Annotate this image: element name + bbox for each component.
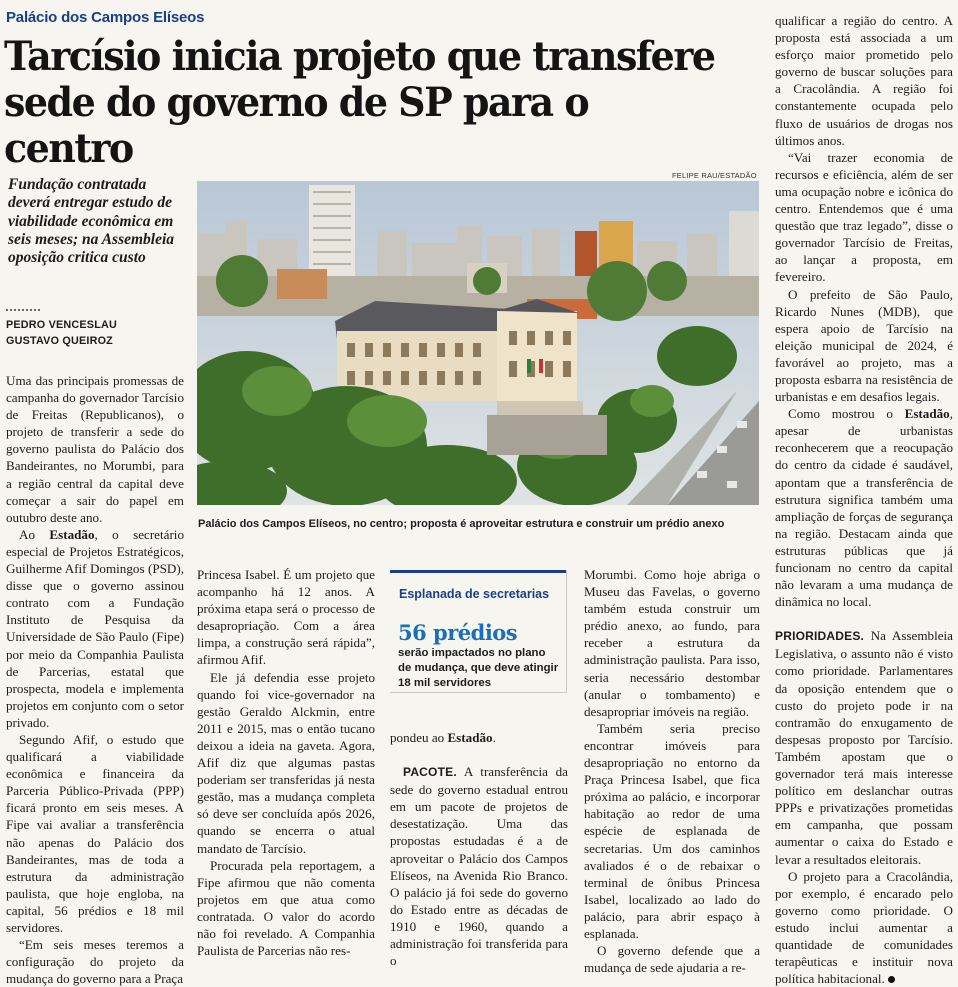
estadao-mention: Estadão [447,730,493,745]
section-label: Palácio dos Campos Elíseos [6,9,205,26]
paragraph: Morumbi. Como hoje abriga o Museu das Favelas, o governo também estuda construir um prédio anexo, ao fundo, para receber a estrutura da administração paulista. Para isso, seria necessário destombar (anular o tombamento) e desapropriar imóveis na região. [584,567,760,719]
highlight-box [390,570,567,693]
paragraph: Procurada pela reportagem, a Fipe afirmou que não comenta projetos em que atua como contratada. O valor do acordo não foi revelado. A Companhia Paulista de Parcerias não res- [197,857,375,959]
photo-credit: FELIPE RAU/ESTADÃO [672,171,757,180]
column-3 [390,729,568,969]
paragraph: “Vai trazer economia de recursos e eficiência, além de ser uma ocupação nobre e icônica do centro. Entendemos que é uma questão que traz legado”, disse o governador Tarcísio de Freitas, ao lançar a proposta, em fevereiro. [775,149,953,285]
photo-caption: Palácio dos Campos Elíseos, no centro; proposta é aproveitar estrutura e construir um prédio anexo [198,518,725,530]
paragraph: PACOTE. A transferência da sede do governo estadual entrou em um pacote de projetos de desestatização. Uma das propostas estudadas é a de aproveitar o Palácio dos Campos Elíseos, na Avenida Rio Branco. O palácio já foi sede do governo do Estado entre as décadas de 1910 e 1960, quando a administração foi transferida para o [390,764,568,969]
column-5 [775,12,953,987]
paragraph: PRIORIDADES. Na Assembleia Legislativa, o assunto não é visto como prioridade. Parlamentares da oposição entendem que o custo do projeto pode ir na contramão do enxugamento de despesas proposto por Tarcísio. Também apostam que o governador terá mais interesse político em deslanchar outras PPPs e privatizações prometidas em campanha, que possam aumentar o caixa do Estado e levar a resultados eleitorais. [775,628,953,867]
estadao-mention: Estadão [49,526,95,542]
column-1 [6,372,184,987]
paragraph: O prefeito de São Paulo, Ricardo Nunes (MDB), que espera apoio de Tarcísio na eleição municipal de 2024, é favorável ao projeto, mas a proposta esbarra na resistência de urbanistas e em desafios legais. [775,286,953,405]
paragraph: O projeto para a Cracolândia, por exemplo, é encarado pelo governo como prioridade. O estudo inclui aumentar a quantidade de comunidades terapêuticas e instituir nova política habitacional. [775,868,953,987]
byline [6,317,186,349]
paragraph: Como mostrou o Estadão, apesar de urbanistas reconhecerem que a reocupação do centro da cidade é saudável, apontam que a transferência de estrutura significa também uma ampliação de forças de segurança na região. Destacam ainda que estruturas públicas que já funcionam no centro da capital não levaram a uma mudança de dinâmica no local. [775,406,953,610]
column-4 [584,566,760,976]
paragraph: “Em seis meses teremos a configuração do projeto da mudança do governo para a Praça [6,937,184,987]
end-mark-icon [888,976,895,983]
paragraph: Segundo Afif, o estudo que qualificará a viabilidade econômica e financeira da Parceria Público-Privada (PPP) ficará pronto em seis meses. A Fipe vai avaliar a transferência não apenas do Palácio dos Bandeirantes, mas de toda a estrutura da administração paulista, que hoje engloba, na capital, 56 prédios e 18 mil servidores. [6,731,184,935]
palace-aerial-illustration [197,181,759,505]
divider-dots [6,309,40,311]
headline: Tarcísio inicia projeto que transfere sede do governo de SP para o centro [4,33,715,172]
section-lead: PRIORIDADES. [775,629,865,644]
paragraph: Ao Estadão, o secretário especial de Projetos Estratégicos, Guilherme Afif Domingos (PSD), disse que o governo assinou contrato com a Fundação Instituto de Pesquisa da Universidade de São Paulo (Fipe) por meio da Companhia Paulista de Parcerias, estatal que prospecta, modela e implementa projetos em conjunto com o setor privado. [6,526,184,730]
column-2 [197,566,375,959]
paragraph: pondeu ao Estadão. [390,730,496,745]
section-lead: PACOTE. [403,765,457,780]
author-name: PEDRO VENCESLAU [6,319,117,331]
author-name: GUSTAVO QUEIROZ [6,335,113,347]
paragraph: Uma das principais promessas de campanha do governador Tarcísio de Freitas (Republicanos), o projeto de transferir a sede do governo paulista do Palácio dos Bandeirantes, no Morumbi, para a região central da capital deve começar a sair do papel em outubro deste ano. [6,373,184,525]
box-figure: 56 prédios [398,620,518,645]
box-title: Esplanada de secretarias [390,570,566,606]
deck: Fundação contratada deverá entregar estudo de viabilidade econômica em seis meses; na Assembleia oposição critica custo [8,176,175,267]
paragraph: Ele já defendia esse projeto quando foi vice-governador na gestão Geraldo Alckmin, entre 2011 e 2015, mas o então tucano deixou a ideia na gaveta. Agora, Afif diz que algumas pastas poderiam ser transferidas já nesta gestão, mas a mudança completa só deve ser concluída após 2026, quando se encerra o atual mandato de Tarcísio. [197,669,375,856]
estadao-mention: Estadão [904,406,950,422]
paragraph: Também seria preciso encontrar imóveis para desapropriação no entorno da Praça Princesa Isabel, que fica próxima ao palácio, e incorporar habitação ao redor de uma espécie de esplanada de secretarias. Um dos caminhos avaliados é o de rebaixar o terminal de ônibus Princesa Isabel, localizado ao lado do palácio, para abrir espaço à esplanada. [584,720,760,941]
paragraph: O governo defende que a mudança de sede ajudaria a re- [584,943,760,976]
paragraph: Princesa Isabel. É um projeto que acompanho há 12 anos. A próxima etapa será o processo de desapropriação. Com a área limpa, a construção será rápida”, afirmou Afif. [197,567,375,668]
box-subtext: serão impactados no plano de mudança, que deve atingir 18 mil servidores [398,647,559,689]
palace-photo [197,181,759,505]
paragraph: qualificar a região do centro. A proposta está associada a um esforço maior prometido pelo governo de buscar soluções para a Cracolândia. A região foi constantemente ocupada pelo fluxo de usuários de drogas nos últimos anos. [775,13,953,148]
